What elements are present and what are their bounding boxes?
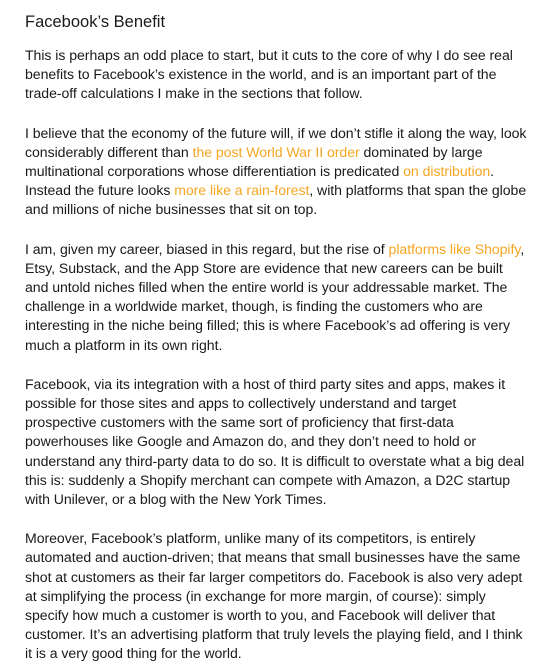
rain-forest-link[interactable]: more like a rain-forest — [174, 182, 310, 199]
paragraph-2-text-2: dominated by large multinational corporations whose differentiation is predicated — [25, 143, 483, 180]
on-distribution-link[interactable]: on distribution — [403, 163, 491, 180]
paragraph-4 — [25, 375, 528, 509]
paragraph-2-text-3: . Instead the future looks — [25, 163, 495, 199]
paragraph-1-text: This is perhaps an odd place to start, but it cuts to the core of why I do see real benefits to Facebook’s existence in the world, and is an important part of the trade-off calculations I make in the sections that follow. — [25, 47, 513, 102]
paragraph-1 — [25, 46, 528, 104]
paragraph-4-text: Facebook, via its integration with a host of third party sites and apps, makes it possible for those sites and apps to collectively understand and target prospective customers with the same sort of proficiency that first-data powerhouses like Google and Amazon do, and they don’t need to hold or understand any third-party data to do so. It is difficult to overstate what a big deal this is: suddenly a Shopify merchant can compete with Amazon, a D2C startup with Unilever, or a blog with the New York Times. — [25, 375, 525, 508]
paragraph-2 — [25, 124, 528, 220]
platforms-like-shopify-link[interactable]: platforms like Shopify — [388, 240, 521, 257]
paragraph-5-text: Moreover, Facebook’s platform, unlike many of its competitors, is entirely automated and auction-driven; that means that small businesses have the same shot at customers as their far larger competitors do. Facebook is also very adept at simplifying the process (in exchange for more margin, of course): simply specify how much a customer is worth to you, and Facebook will deliver that customer. It’s an advertising platform that truly levels the playing field, and I think it is a very good thing for the world. — [25, 530, 523, 662]
paragraph-5 — [25, 529, 528, 663]
post-ww2-order-link[interactable]: the post World War II order — [192, 143, 360, 160]
section-heading: Facebook’s Benefit — [25, 13, 166, 31]
paragraph-3-text-2: , Etsy, Substack, and the App Store are evidence that new careers can be built and untold niches filled when the entire world is your addressable market. The challenge in a worldwide market, though, is finding the customers who are interesting in the niche being filled; this is where Facebook’s ad offering is very much a platform in its own right. — [25, 240, 525, 353]
paragraph-3 — [25, 240, 528, 355]
paragraph-2-text-1: I believe that the economy of the future will, if we don’t stifle it along the way, look considerably different than — [25, 124, 527, 160]
paragraph-3-text-1: I am, given my career, biased in this regard, but the rise of — [25, 240, 389, 257]
paragraph-2-text-4: , with platforms that span the globe and millions of niche businesses that sit on top. — [25, 182, 527, 218]
